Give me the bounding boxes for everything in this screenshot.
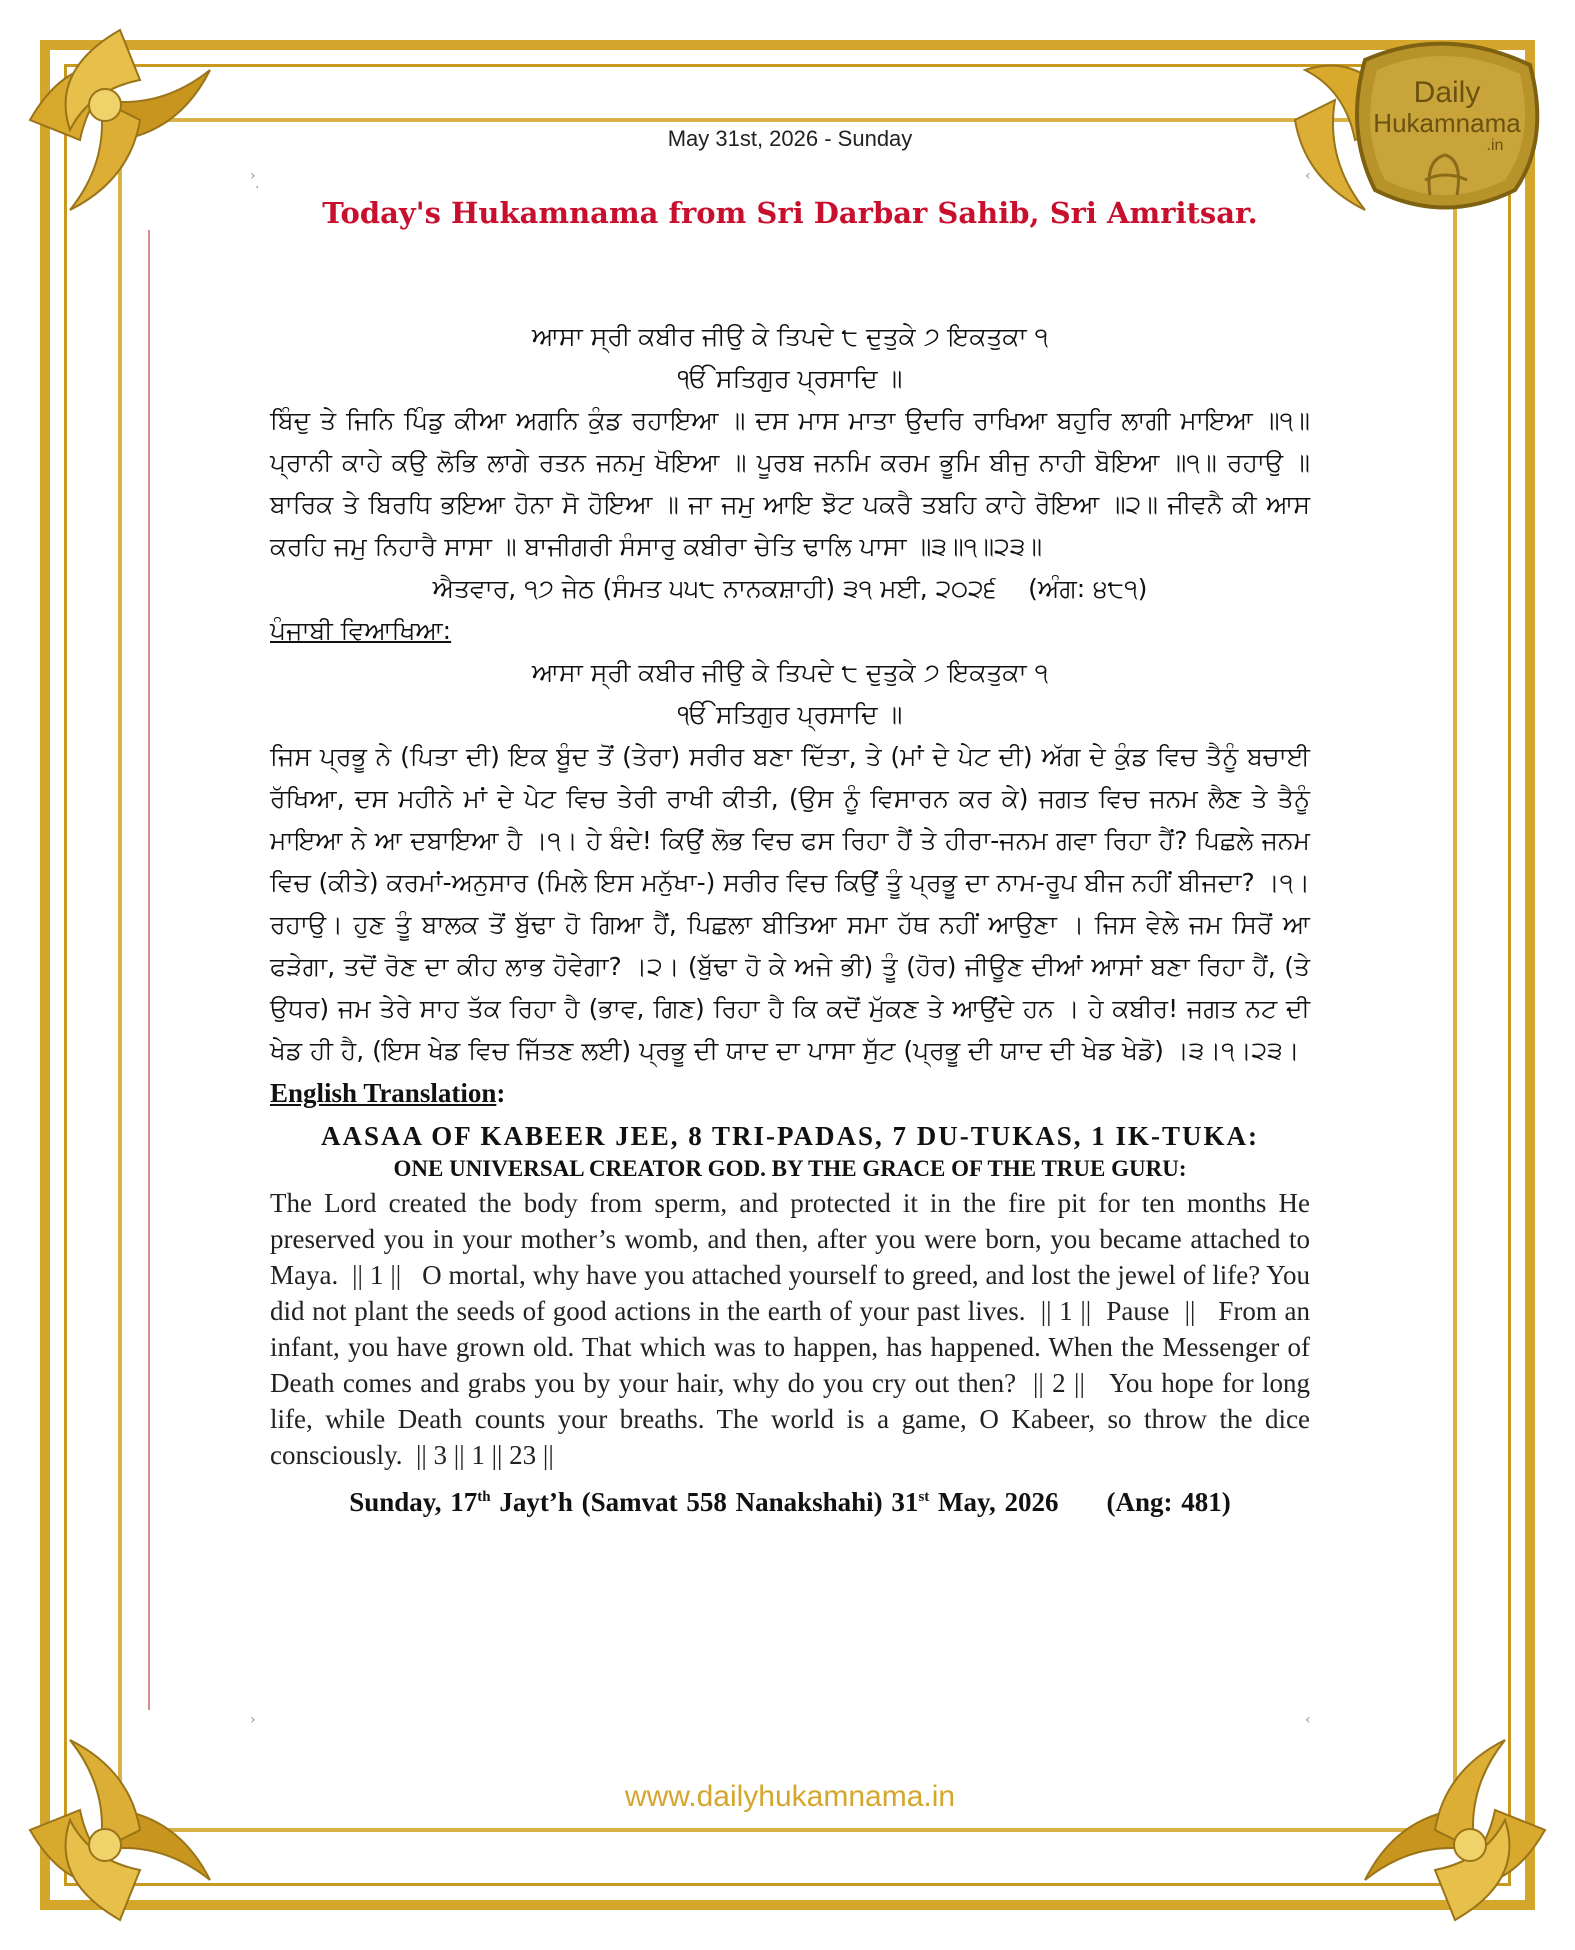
- english-date-line: [270, 1473, 1310, 1526]
- english-date-superscript: st: [918, 1489, 930, 1505]
- corner-ribbon-icon: [1325, 1700, 1565, 1940]
- logo-text-hukamnama: Hukamnama: [1373, 108, 1521, 138]
- daily-hukamnama-logo[interactable]: [1345, 30, 1550, 220]
- page-title: Today's Hukamnama from Sri Darbar Sahib, Sri Amritsar.: [322, 196, 1258, 230]
- punjabi-text: ਜਿਸ ਪ੍ਰਭੂ ਨੇ (ਪਿਤਾ ਦੀ) ਇਕ ਬੂੰਦ ਤੋਂ (ਤੇਰਾ) ਸਰੀਰ ਬਣਾ ਦਿੱਤਾ, ਤੇ (ਮਾਂ ਦੇ ਪੇਟ ਦੀ) ਅੱਗ ਦੇ ਕੁੰਡ ਵਿਚ ਤੈਨੂੰ ਬਚਾਈ ਰੱਖਿਆ, ਦਸ ਮਹੀਨੇ ਮਾਂ ਦੇ ਪੇਟ ਵਿਚ ਤੇਰੀ ਰਾਖੀ ਕੀਤੀ, (ਉਸ ਨੂੰ ਵਿਸਾਰਨ ਕਰ ਕੇ) ਜਗਤ ਵਿਚ ਜਨਮ ਲੈਣ ਤੇ ਤੈਨੂੰ ਮਾਇਆ ਨੇ ਆ ਦਬਾਇਆ ਹੈ ।੧। ਹੇ ਬੰਦੇ! ਕਿਉਂ ਲੋਭ ਵਿਚ ਫਸ ਰਿਹਾ ਹੈਂ ਤੇ ਹੀਰਾ-ਜਨਮ ਗਵਾ ਰਿਹਾ ਹੈਂ? ਪਿਛਲੇ ਜਨਮ ਵਿਚ (ਕੀਤੇ) ਕਰਮਾਂ-ਅਨੁਸਾਰ (ਮਿਲੇ ਇਸ ਮਨੁੱਖਾ-) ਸਰੀਰ ਵਿਚ ਕਿਉਂ ਤੂੰ ਪ੍ਰਭੂ ਦਾ ਨਾਮ-ਰੂਪ ਬੀਜ ਨਹੀਂ ਬੀਜਦਾ? ।੧।ਰਹਾਉ। ਹੁਣ ਤੂੰ ਬਾਲਕ ਤੋਂ ਬੁੱਢਾ ਹੋ ਗਿਆ ਹੈਂ, ਪਿਛਲਾ ਬੀਤਿਆ ਸਮਾ ਹੱਥ ਨਹੀਂ ਆਉਣਾ । ਜਿਸ ਵੇਲੇ ਜਮ ਸਿਰੋਂ ਆ ਫੜੇਗਾ, ਤਦੋਂ ਰੋਣ ਦਾ ਕੀਹ ਲਾਭ ਹੋਵੇਗਾ? ।੨। (ਬੁੱਢਾ ਹੋ ਕੇ ਅਜੇ ਭੀ) ਤੂੰ (ਹੋਰ) ਜੀਊਣ ਦੀਆਂ ਆਸਾਂ ਬਣਾ ਰਿਹਾ ਹੈਂ, (ਤੇ ਉਧਰ) ਜਮ ਤੇਰੇ ਸਾਹ ਤੱਕ ਰਿਹਾ ਹੈ (ਭਾਵ, ਗਿਣ) ਰਿਹਾ ਹੈ ਕਿ ਕਦੋਂ ਮੁੱਕਣ ਤੇ ਆਉਂਦੇ ਹਨ । ਹੇ ਕਬੀਰ! ਜਗਤ ਨਟ ਦੀ ਖੇਡ ਹੀ ਹੈ, (ਇਸ ਖੇਡ ਵਿਚ ਜਿੱਤਣ ਲਈ) ਪ੍ਰਭੂ ਦੀ ਯਾਦ ਦਾ ਪਾਸਾ ਸੁੱਟ (ਪ੍ਰਭੂ ਦੀ ਯਾਦ ਦੀ ਖੇਡ ਖੇਡੋ) ।੩।੧।੨੩।: [270, 742, 1310, 1065]
- english-label-row: [270, 1078, 1310, 1109]
- gurbani-invocation: ੴ ਸਤਿਗੁਰ ਪ੍ਰਸਾਦਿ ॥: [677, 364, 903, 393]
- english-date-part: Sunday, 17: [349, 1487, 478, 1517]
- decorative-mark: ‹: [1305, 168, 1311, 184]
- gurbani-date-line: ਐਤਵਾਰ, ੧੭ ਜੇਠ (ਸੰਮਤ ੫੫੮ ਨਾਨਕਸ਼ਾਹੀ) ੩੧ ਮਈ, ੨੦੨੬ (ਅੰਗ: ੪੮੧): [432, 574, 1148, 603]
- logo-text-in: .in: [1486, 137, 1504, 154]
- website-link[interactable]: www.dailyhukamnama.in: [624, 1780, 956, 1813]
- english-date-superscript: th: [477, 1489, 491, 1505]
- punjabi-invocation: ੴ ਸਤਿਗੁਰ ਪ੍ਰਸਾਦਿ ॥: [677, 700, 903, 729]
- english-label-colon: :: [496, 1078, 506, 1108]
- decorative-mark: ‹: [1305, 1712, 1311, 1728]
- corner-ribbon-icon: [10, 1700, 250, 1940]
- corner-ribbon-icon: [10, 10, 250, 250]
- decorative-mark: ›: [250, 1712, 256, 1728]
- hukamnama-body: [270, 316, 1317, 1526]
- english-ang: (Ang: 481): [1106, 1487, 1231, 1517]
- punjabi-section-label: ਪੰਜਾਬੀ ਵਿਆਖਿਆ:: [270, 616, 452, 645]
- english-text: The Lord created the body from sperm, and protected it in the fire pit for ten months He preserved you in your mother’s womb, and then, after you were born, you became attached to Maya. || 1 || O mortal, why have you attached yourself to greed, and lost the jewel of life? You did not plant the seeds of good actions in the earth of your past lives. || 1 || Pause || From an infant, you have grown old. That which was to happen, has happened. When the Messenger of Death comes and grabs you by your hair, why do you cry out then? || 2 || You hope for long life, while Death counts your breaths. The world is a game, O Kabeer, so throw the dice consciously. || 3 || 1 || 23 ||: [270, 1188, 1317, 1470]
- english-date-part: May, 2026: [929, 1487, 1059, 1517]
- decorative-mark: ·: [255, 180, 260, 196]
- punjabi-label-row: [270, 610, 1310, 652]
- english-subtitle: ONE UNIVERSAL CREATOR GOD. BY THE GRACE OF THE TRUE GURU:: [393, 1156, 1187, 1181]
- decorative-mark: ›: [250, 168, 256, 184]
- english-section-label: English Translation: [270, 1078, 497, 1108]
- english-date-part: Jayt’h (Samvat 558 Nanakshahi) 31: [490, 1487, 919, 1517]
- punjabi-title: ਆਸਾ ਸ੍ਰੀ ਕਬੀਰ ਜੀਉ ਕੇ ਤਿਪਦੇ ੮ ਦੁਤੁਕੇ ੭ ਇਕਤੁਕਾ ੧: [531, 658, 1049, 687]
- gurbani-title: ਆਸਾ ਸ੍ਰੀ ਕਬੀਰ ਜੀਉ ਕੇ ਤਿਪਦੇ ੮ ਦੁਤੁਕੇ ੭ ਇਕਤੁਕਾ ੧: [531, 322, 1049, 351]
- english-title: AASAA OF KABEER JEE, 8 TRI-PADAS, 7 DU-TUKAS, 1 IK-TUKA:: [320, 1121, 1260, 1151]
- page-date: May 31st, 2026 - Sunday: [667, 126, 913, 151]
- logo-text-daily: Daily: [1413, 76, 1481, 109]
- margin-line: [148, 230, 150, 1710]
- gurbani-text: ਬਿੰਦੁ ਤੇ ਜਿਨਿ ਪਿੰਡੁ ਕੀਆ ਅਗਨਿ ਕੁੰਡ ਰਹਾਇਆ ॥ ਦਸ ਮਾਸ ਮਾਤਾ ਉਦਰਿ ਰਾਖਿਆ ਬਹੁਰਿ ਲਾਗੀ ਮਾਇਆ ॥੧॥ ਪ੍ਰਾਨੀ ਕਾਹੇ ਕਉ ਲੋਭਿ ਲਾਗੇ ਰਤਨ ਜਨਮੁ ਖੋਇਆ ॥ ਪੂਰਬ ਜਨਮਿ ਕਰਮ ਭੂਮਿ ਬੀਜੁ ਨਾਹੀ ਬੋਇਆ ॥੧॥ ਰਹਾਉ ॥ ਬਾਰਿਕ ਤੇ ਬਿਰਧਿ ਭਇਆ ਹੋਨਾ ਸੋ ਹੋਇਆ ॥ ਜਾ ਜਮੁ ਆਇ ਝੋਟ ਪਕਰੈ ਤਬਹਿ ਕਾਹੇ ਰੋਇਆ ॥੨॥ ਜੀਵਨੈ ਕੀ ਆਸ ਕਰਹਿ ਜਮੁ ਨਿਹਾਰੈ ਸਾਸਾ ॥ ਬਾਜੀਗਰੀ ਸੰਸਾਰੁ ਕਬੀਰਾ ਚੇਤਿ ਢਾਲਿ ਪਾਸਾ ॥੩॥੧॥੨੩॥: [270, 406, 1310, 561]
